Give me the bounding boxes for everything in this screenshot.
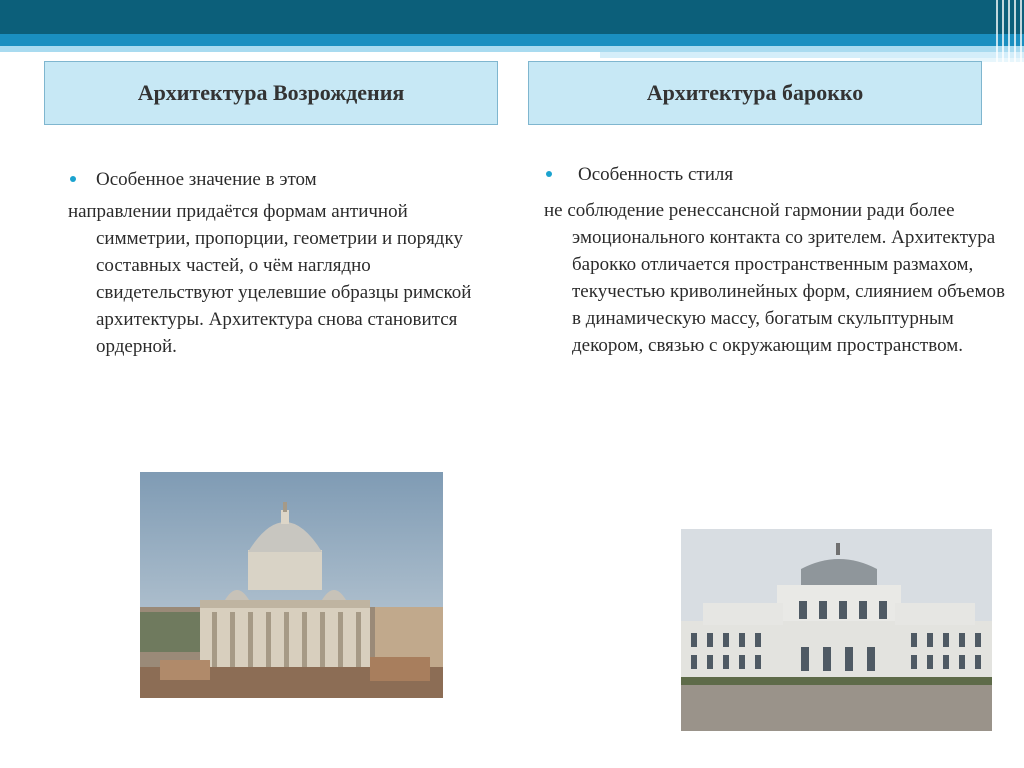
renaissance-heading (44, 61, 498, 125)
renaissance-heading-text: Архитектура Возрождения (137, 80, 405, 105)
baroque-palace-photo (681, 529, 992, 731)
renaissance-bullet-text: Особенное значение в этом (96, 169, 317, 190)
bullet-icon (70, 176, 76, 182)
baroque-heading-text: Архитектура барокко (646, 80, 864, 105)
st-peters-basilica-photo (140, 472, 443, 698)
bullet-icon (546, 171, 552, 177)
renaissance-body-text: направлении придаётся формам античной симметрии, пропорции, геометрии и порядку составных частей, о чём наглядно свидетельствуют уцелевшие образцы римской архитектуры. Архитектура снова становится ордерной. (68, 201, 472, 357)
baroque-body-text: не соблюдение ренессансной гармонии ради более эмоционального контакта со зрителем. Архитектура барокко отличается пространственным размахом, текучестью криволинейных форм, слиянием объемов в динамическую массу, богатым скульптурным декором, связью с окружающим пространством. (544, 200, 1005, 356)
baroque-bullet-text: Особенность стиля (578, 164, 734, 185)
baroque-heading (528, 61, 982, 125)
